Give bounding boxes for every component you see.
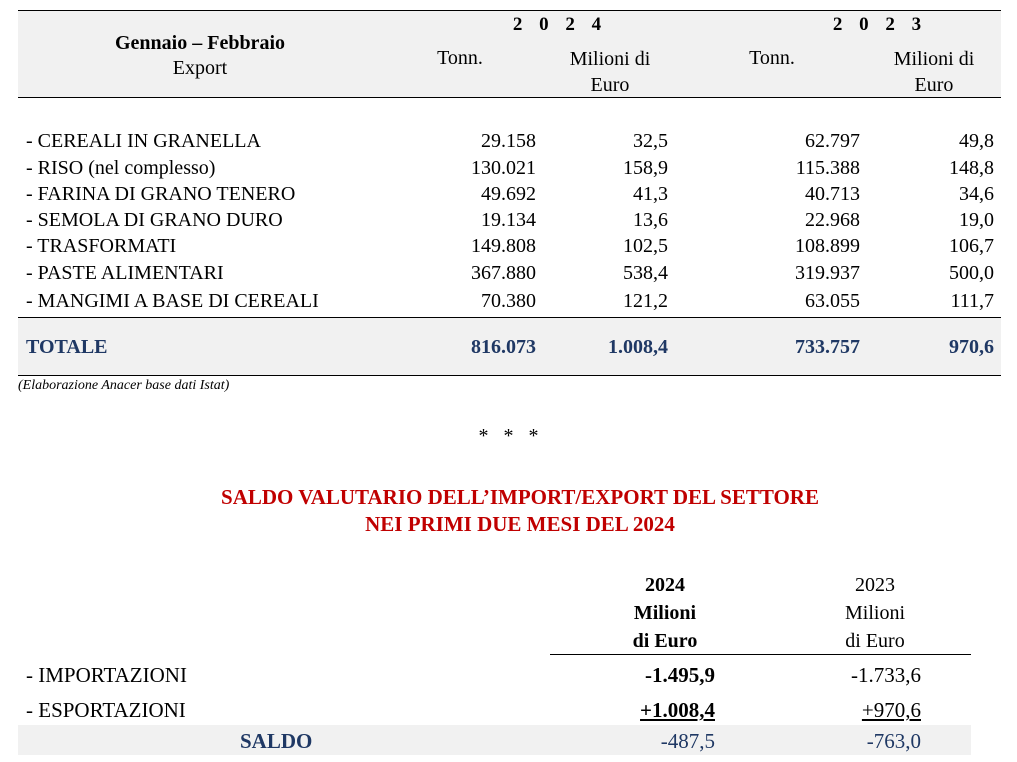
meur-2023: 106,7 xyxy=(949,235,994,257)
meur-2023: 19,0 xyxy=(959,209,994,231)
balance-row-label: - IMPORTAZIONI xyxy=(26,663,187,687)
tonn-2024: 70.380 xyxy=(481,290,536,312)
total-bottom-rule xyxy=(18,375,1001,376)
col-meur-2023-line1: Milioni di xyxy=(893,48,975,70)
meur-2023: 111,7 xyxy=(950,290,994,312)
meur-2024: 41,3 xyxy=(633,183,668,205)
tonn-2023: 40.713 xyxy=(805,183,860,205)
meur-2024: 158,9 xyxy=(623,157,668,179)
balance-value-2024: -1.495,9 xyxy=(645,663,715,687)
row-label: - FARINA DI GRANO TENERO xyxy=(26,183,296,205)
top-rule xyxy=(18,10,1001,11)
row-label: - PASTE ALIMENTARI xyxy=(26,262,224,284)
saldo-value-2023: -763,0 xyxy=(866,729,921,753)
col-meur-2024-line1: Milioni di xyxy=(569,48,651,70)
meur-2024: 102,5 xyxy=(623,235,668,257)
total-label: TOTALE xyxy=(26,336,108,358)
row-label: - RISO (nel complesso) xyxy=(26,157,216,179)
year-2023-header: 2 0 2 3 xyxy=(832,14,928,35)
total-top-rule xyxy=(18,317,1001,318)
tonn-2024: 19.134 xyxy=(481,209,536,231)
year-2024-header: 2 0 2 4 xyxy=(512,14,608,35)
meur-2023: 49,8 xyxy=(959,130,994,152)
tonn-2024: 367.880 xyxy=(471,262,536,284)
balance-value-2023: -1.733,6 xyxy=(851,663,921,687)
total-meur-2023: 970,6 xyxy=(949,336,994,358)
source-note: (Elaborazione Anacer base dati Istat) xyxy=(18,378,230,393)
section-separator: * * * xyxy=(478,425,539,447)
balance-col-2024-line1: Milioni xyxy=(633,602,697,624)
balance-col-2023-year: 2023 xyxy=(855,574,895,596)
balance-value-2023 xyxy=(770,697,921,723)
tonn-2023: 63.055 xyxy=(805,290,860,312)
col-tonn-2024: Tonn. xyxy=(437,47,483,69)
balance-col-2024-line2: di Euro xyxy=(632,630,698,652)
balance-value-2024-text: +1.008,4 xyxy=(640,698,715,722)
meur-2024: 121,2 xyxy=(623,290,668,312)
meur-2024: 32,5 xyxy=(633,130,668,152)
tonn-2023: 115.388 xyxy=(795,157,860,179)
meur-2024: 538,4 xyxy=(623,262,668,284)
meur-2023: 148,8 xyxy=(949,157,994,179)
total-tonn-2023: 733.757 xyxy=(795,336,860,358)
tonn-2024: 49.692 xyxy=(481,183,536,205)
balance-value-2024 xyxy=(560,697,715,723)
total-tonn-2024: 816.073 xyxy=(471,336,536,358)
balance-col-2023-line1: Milioni xyxy=(844,602,905,624)
row-label: - TRASFORMATI xyxy=(26,235,177,257)
balance-row-label: - ESPORTAZIONI xyxy=(26,698,186,722)
balance-col-2023-line2: di Euro xyxy=(845,630,905,652)
tonn-2023: 319.937 xyxy=(795,262,860,284)
col-meur-2024-line2: Euro xyxy=(590,74,630,96)
tonn-2024: 149.808 xyxy=(471,235,536,257)
tonn-2023: 62.797 xyxy=(805,130,860,152)
balance-value-2023-text: +970,6 xyxy=(861,698,921,722)
header-rule xyxy=(18,97,1001,98)
meur-2023: 500,0 xyxy=(949,262,994,284)
saldo-label: SALDO xyxy=(240,729,313,753)
export-label: Export xyxy=(172,57,228,79)
row-label: - SEMOLA DI GRANO DURO xyxy=(26,209,283,231)
total-meur-2024: 1.008,4 xyxy=(608,336,668,358)
saldo-value-2024: -487,5 xyxy=(660,729,715,753)
row-label: - MANGIMI A BASE DI CEREALI xyxy=(26,290,319,312)
tonn-2024: 130.021 xyxy=(471,157,536,179)
row-label: - CEREALI IN GRANELLA xyxy=(26,130,261,152)
balance-title-line1: SALDO VALUTARIO DELL’IMPORT/EXPORT DEL SETTORE xyxy=(221,485,819,509)
meur-2023: 34,6 xyxy=(959,183,994,205)
tonn-2023: 22.968 xyxy=(805,209,860,231)
col-tonn-2023: Tonn. xyxy=(749,47,795,69)
tonn-2023: 108.899 xyxy=(795,235,860,257)
balance-col-2024-year: 2024 xyxy=(645,574,685,596)
balance-header-rule xyxy=(550,654,971,655)
balance-title-line2: NEI PRIMI DUE MESI DEL 2024 xyxy=(365,512,675,536)
col-meur-2023-line2: Euro xyxy=(914,74,954,96)
period-label: Gennaio – Febbraio xyxy=(114,32,285,54)
meur-2024: 13,6 xyxy=(633,209,668,231)
tonn-2024: 29.158 xyxy=(481,130,536,152)
